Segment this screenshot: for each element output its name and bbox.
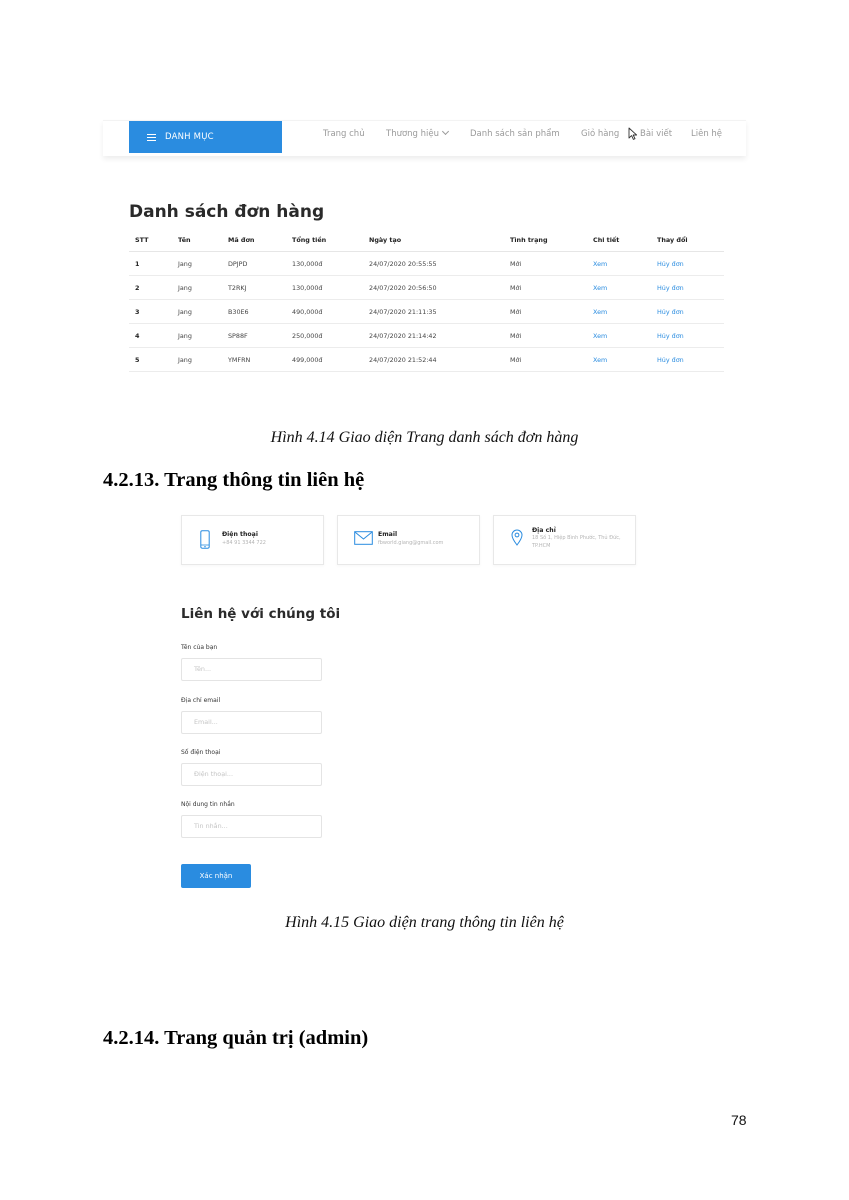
name-input[interactable]: Tên... [181, 658, 322, 681]
col-header-total: Tổng tiền [286, 229, 363, 252]
phone-icon [200, 530, 210, 549]
nav-link-cart[interactable]: Giỏ hàng [581, 129, 620, 139]
email-card-title: Email [378, 531, 398, 538]
table-row [129, 348, 724, 372]
message-input[interactable]: Tin nhắn... [181, 815, 322, 838]
cell-order-code: T2RKJ [222, 276, 286, 300]
table-row [129, 324, 724, 348]
table-row [129, 252, 724, 276]
view-order-link[interactable]: Xem [587, 348, 651, 372]
phone-card-value: +84 91 3344 722 [222, 540, 266, 546]
nav-link-brands-label: Thương hiệu [386, 129, 440, 139]
nav-link-products[interactable]: Danh sách sản phẩm [470, 129, 560, 139]
orders-table [129, 229, 724, 372]
cell-total: 130,000đ [286, 276, 363, 300]
nav-link-home[interactable]: Trang chủ [323, 129, 365, 139]
col-header-details: Chi tiết [587, 229, 651, 252]
email-card-value: fbworld.giang@gmail.com [378, 540, 444, 546]
nav-links [0, 129, 849, 145]
address-card-title: Địa chỉ [532, 527, 556, 534]
cell-order-code: DPJPD [222, 252, 286, 276]
cell-name: Jang [172, 324, 222, 348]
cell-status: Mới [504, 252, 587, 276]
cancel-order-link[interactable]: Hủy đơn [651, 276, 724, 300]
view-order-link[interactable]: Xem [587, 300, 651, 324]
phone-info-card [181, 515, 324, 565]
cell-total: 250,000đ [286, 324, 363, 348]
page-number: 78 [731, 1112, 747, 1128]
cancel-order-link[interactable]: Hủy đơn [651, 348, 724, 372]
cell-created-date: 24/07/2020 21:11:35 [363, 300, 504, 324]
view-order-link[interactable]: Xem [587, 276, 651, 300]
col-header-order-code: Mã đơn [222, 229, 286, 252]
cell-total: 130,000đ [286, 252, 363, 276]
cell-stt: 3 [129, 300, 172, 324]
cell-created-date: 24/07/2020 20:55:55 [363, 252, 504, 276]
cell-stt: 1 [129, 252, 172, 276]
cell-status: Mới [504, 348, 587, 372]
mouse-cursor-icon [628, 127, 638, 140]
section-heading-admin: 4.2.14. Trang quản trị (admin) [103, 1027, 369, 1049]
cell-total: 490,000đ [286, 300, 363, 324]
nav-link-contact[interactable]: Liên hệ [691, 129, 723, 139]
address-info-card [493, 515, 636, 565]
message-field-label: Nội dung tin nhắn [181, 801, 235, 808]
cell-stt: 2 [129, 276, 172, 300]
cell-stt: 5 [129, 348, 172, 372]
nav-link-posts[interactable]: Bài viết [640, 129, 673, 139]
col-header-stt: STT [129, 229, 172, 252]
table-row [129, 276, 724, 300]
email-info-card [337, 515, 480, 565]
section-heading-contact: 4.2.13. Trang thông tin liên hệ [103, 469, 365, 491]
cancel-order-link[interactable]: Hủy đơn [651, 324, 724, 348]
cell-name: Jang [172, 300, 222, 324]
nav-link-brands[interactable] [386, 129, 448, 139]
col-header-name: Tên [172, 229, 222, 252]
cell-created-date: 24/07/2020 21:14:42 [363, 324, 504, 348]
table-row [129, 300, 724, 324]
email-input[interactable]: Email... [181, 711, 322, 734]
cell-status: Mới [504, 300, 587, 324]
chevron-down-icon [442, 128, 449, 135]
view-order-link[interactable]: Xem [587, 324, 651, 348]
view-order-link[interactable]: Xem [587, 252, 651, 276]
cell-total: 499,000đ [286, 348, 363, 372]
cell-status: Mới [504, 324, 587, 348]
cell-stt: 4 [129, 324, 172, 348]
phone-card-title: Điện thoại [222, 531, 258, 538]
cell-created-date: 24/07/2020 21:52:44 [363, 348, 504, 372]
category-menu-label: DANH MỤC [165, 132, 214, 142]
cell-order-code: YMFRN [222, 348, 286, 372]
address-card-value: 18 Số 1, Hiệp Bình Phước, Thủ Đức, TP.HCM [532, 535, 621, 549]
envelope-icon [354, 531, 373, 545]
phone-field-label: Số điện thoại [181, 749, 221, 756]
cell-name: Jang [172, 252, 222, 276]
email-field-label: Địa chỉ email [181, 697, 221, 704]
location-pin-icon [511, 529, 523, 546]
cell-created-date: 24/07/2020 20:56:50 [363, 276, 504, 300]
table-header-row [129, 229, 724, 252]
phone-input[interactable]: Điện thoại... [181, 763, 322, 786]
cell-order-code: B30E6 [222, 300, 286, 324]
col-header-created-date: Ngày tạo [363, 229, 504, 252]
orders-title: Danh sách đơn hàng [129, 202, 325, 222]
cell-name: Jang [172, 348, 222, 372]
submit-button[interactable]: Xác nhận [181, 864, 251, 888]
col-header-status: Tình trạng [504, 229, 587, 252]
cell-status: Mới [504, 276, 587, 300]
col-header-actions: Thay đổi [651, 229, 724, 252]
name-field-label: Tên của bạn [181, 644, 218, 651]
cancel-order-link[interactable]: Hủy đơn [651, 300, 724, 324]
cell-name: Jang [172, 276, 222, 300]
figure-caption-contact: Hình 4.15 Giao diện trang thông tin liên hệ [285, 914, 564, 931]
cell-order-code: SP88F [222, 324, 286, 348]
cancel-order-link[interactable]: Hủy đơn [651, 252, 724, 276]
figure-caption-orders: Hình 4.14 Giao diện Trang danh sách đơn hàng [270, 429, 579, 446]
contact-form-title: Liên hệ với chúng tôi [181, 606, 341, 622]
